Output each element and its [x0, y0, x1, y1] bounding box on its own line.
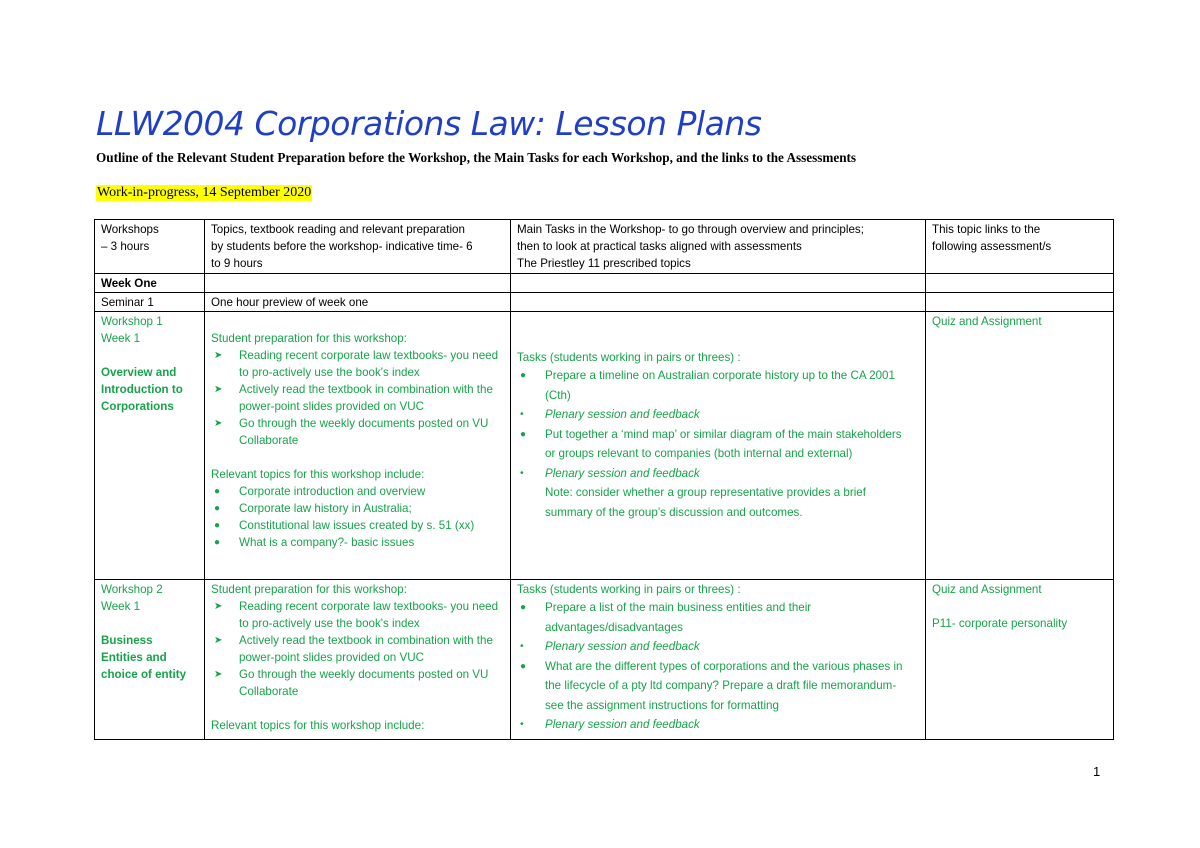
list-item	[211, 632, 504, 666]
workshop-name: Workshop 1	[101, 315, 163, 328]
list-item	[211, 500, 504, 517]
workshop-week: Week 1	[101, 332, 141, 345]
list-item	[517, 715, 919, 735]
week-label: Week One	[95, 274, 205, 293]
list-item-text: Actively read the textbook in combination with the	[239, 634, 493, 647]
list-item-text: Reading recent corporate law textbooks- you need	[239, 349, 499, 362]
header-line: The Priestley 11 prescribed topics	[517, 257, 691, 270]
list-item	[517, 425, 919, 464]
table-row-seminar	[95, 293, 1114, 312]
prep-heading: Student preparation for this workshop:	[211, 583, 407, 596]
topic-line: Corporations	[101, 400, 174, 413]
tasks-note	[517, 483, 919, 523]
topics-heading: Relevant topics for this workshop include:	[211, 719, 425, 732]
header-line: then to look at practical tasks aligned with assessments	[517, 240, 802, 253]
seminar-desc: One hour preview of week one	[205, 293, 511, 312]
list-item-text: to pro-actively use the book's index	[239, 366, 420, 379]
list-item-text: advantages/disadvantages	[545, 620, 683, 634]
bullet-icon: ●	[520, 428, 527, 440]
bullet-icon: ●	[520, 370, 527, 381]
workshop-2-assessment	[926, 580, 1114, 740]
header-assessment	[926, 220, 1114, 274]
list-item	[517, 366, 919, 405]
list-item-text: Collaborate	[239, 685, 299, 698]
header-line: This topic links to the	[932, 223, 1041, 236]
list-item-text: (Cth)	[545, 388, 571, 402]
list-item-text: see the assignment instructions for formatting	[545, 698, 779, 712]
page-number: 1	[1093, 764, 1101, 779]
bullet-icon: •	[520, 719, 524, 730]
list-item	[517, 598, 919, 637]
list-item	[211, 517, 504, 534]
header-line: – 3 hours	[101, 240, 150, 253]
prep-list	[211, 347, 504, 449]
workshop-1-assessment	[926, 312, 1114, 580]
workshop-1-prep	[205, 312, 511, 580]
list-item	[517, 637, 919, 657]
list-item	[517, 657, 919, 716]
status-highlight: Work-in-progress, 14 September 2020	[97, 185, 312, 200]
prep-heading: Student preparation for this workshop:	[211, 332, 407, 345]
workshop-2-cell	[95, 580, 205, 740]
list-item-text: power-point slides provided on VUC	[239, 651, 424, 664]
table-header-row	[95, 220, 1114, 274]
bullet-icon: •	[520, 641, 524, 652]
bullet-icon: ●	[520, 660, 527, 672]
list-item	[211, 347, 504, 381]
list-item-text: Put together a ‘mind map’ or similar diagram of the main stakeholders	[545, 427, 902, 441]
list-item-text: the lifecycle of a pty ltd company? Prepare a draft file memorandum-	[545, 679, 897, 692]
note-line: summary of the group’s discussion and outcomes.	[545, 506, 803, 519]
workshop-name: Workshop 2	[101, 583, 163, 596]
list-item-text: Plenary session and feedback	[545, 718, 700, 731]
bullet-icon: ●	[214, 520, 221, 531]
topic-line: Business	[101, 634, 153, 647]
bullet-icon: ➤	[214, 350, 223, 361]
topic-line: choice of entity	[101, 668, 187, 681]
workshop-1-tasks	[511, 312, 926, 580]
document-subtitle: Outline of the Relevant Student Preparation before the Workshop, the Main Tasks for each Workshop, and the links to the Assessments	[96, 150, 857, 165]
prep-list	[211, 598, 504, 700]
bullet-icon: ●	[214, 486, 221, 497]
workshop-1-cell	[95, 312, 205, 580]
header-workshops	[95, 220, 205, 274]
list-item	[211, 666, 504, 700]
table-row-week	[95, 274, 1114, 293]
bullet-icon: ➤	[214, 384, 223, 395]
list-item-text: Go through the weekly documents posted on VU	[239, 417, 489, 430]
header-line: to 9 hours	[211, 257, 263, 270]
note-line: Note: consider whether a group representative provides a brief	[545, 486, 866, 499]
topic-line: Overview and	[101, 366, 177, 379]
list-item	[211, 381, 504, 415]
list-item-text: Reading recent corporate law textbooks- you need	[239, 600, 499, 613]
header-line: Topics, textbook reading and relevant preparation	[211, 223, 465, 236]
header-line: Workshops	[101, 223, 159, 236]
bullet-icon: ➤	[214, 669, 223, 680]
workshop-2-tasks	[511, 580, 926, 740]
list-item-text: Plenary session and feedback	[545, 466, 700, 480]
tasks-heading: Tasks (students working in pairs or threes) :	[517, 583, 741, 596]
workshop-week: Week 1	[101, 600, 141, 613]
list-item	[211, 483, 504, 500]
bullet-icon: •	[520, 467, 524, 479]
topic-line: Entities and	[101, 651, 167, 664]
tasks-list	[517, 366, 919, 483]
list-item-text: Prepare a list of the main business entities and their	[545, 601, 812, 614]
header-line: following assessment/s	[932, 240, 1052, 253]
workshop-2-prep	[205, 580, 511, 740]
topics-heading: Relevant topics for this workshop include:	[211, 468, 425, 481]
bullet-icon: ●	[214, 503, 221, 514]
list-item-text: What are the different types of corporations and the various phases in	[545, 659, 903, 673]
header-topics	[205, 220, 511, 274]
tasks-heading: Tasks (students working in pairs or threes) :	[517, 351, 741, 364]
header-line: by students before the workshop- indicative time- 6	[211, 240, 473, 253]
list-item-text: Corporate law history in Australia;	[239, 502, 412, 515]
list-item-text: What is a company?- basic issues	[239, 536, 415, 549]
table-row-workshop-1	[95, 312, 1114, 580]
workshop-topic	[101, 364, 198, 415]
list-item	[211, 415, 504, 449]
header-main-tasks	[511, 220, 926, 274]
list-item-text: Constitutional law issues created by s. 51 (xx)	[239, 519, 475, 532]
bullet-icon: ➤	[214, 418, 223, 429]
document-title: LLW2004 Corporations Law: Lesson Plans	[96, 104, 762, 143]
list-item-text: Plenary session and feedback	[545, 640, 700, 653]
list-item-text: Prepare a timeline on Australian corporate history up to the CA 2001	[545, 369, 895, 382]
list-item	[517, 405, 919, 425]
assessment-line: P11- corporate personality	[932, 617, 1068, 630]
list-item-text: or groups relevant to companies (both internal and external)	[545, 447, 853, 460]
seminar-label: Seminar 1	[95, 293, 205, 312]
list-item-text: power-point slides provided on VUC	[239, 400, 424, 413]
header-line: Main Tasks in the Workshop- to go through overview and principles;	[517, 223, 864, 236]
tasks-list	[517, 598, 919, 735]
topics-list	[211, 483, 504, 551]
list-item-text: Plenary session and feedback	[545, 408, 700, 421]
topic-line: Introduction to	[101, 383, 183, 396]
workshop-topic	[101, 632, 198, 683]
lesson-plan-table	[94, 219, 1114, 740]
assessment-line: Quiz and Assignment	[932, 315, 1042, 328]
bullet-icon: ➤	[214, 635, 223, 646]
bullet-icon: •	[520, 409, 524, 420]
list-item-text: Actively read the textbook in combination with the	[239, 383, 493, 396]
list-item	[211, 534, 504, 551]
list-item-text: Collaborate	[239, 434, 299, 447]
assessment-line: Quiz and Assignment	[932, 583, 1042, 596]
bullet-icon: ●	[520, 602, 527, 613]
list-item	[211, 598, 504, 632]
list-item	[517, 464, 919, 484]
bullet-icon: ●	[214, 537, 221, 548]
list-item-text: to pro-actively use the book's index	[239, 617, 420, 630]
list-item-text: Go through the weekly documents posted on VU	[239, 668, 489, 681]
table-row-workshop-2	[95, 580, 1114, 740]
list-item-text: Corporate introduction and overview	[239, 485, 426, 498]
bullet-icon: ➤	[214, 601, 223, 612]
